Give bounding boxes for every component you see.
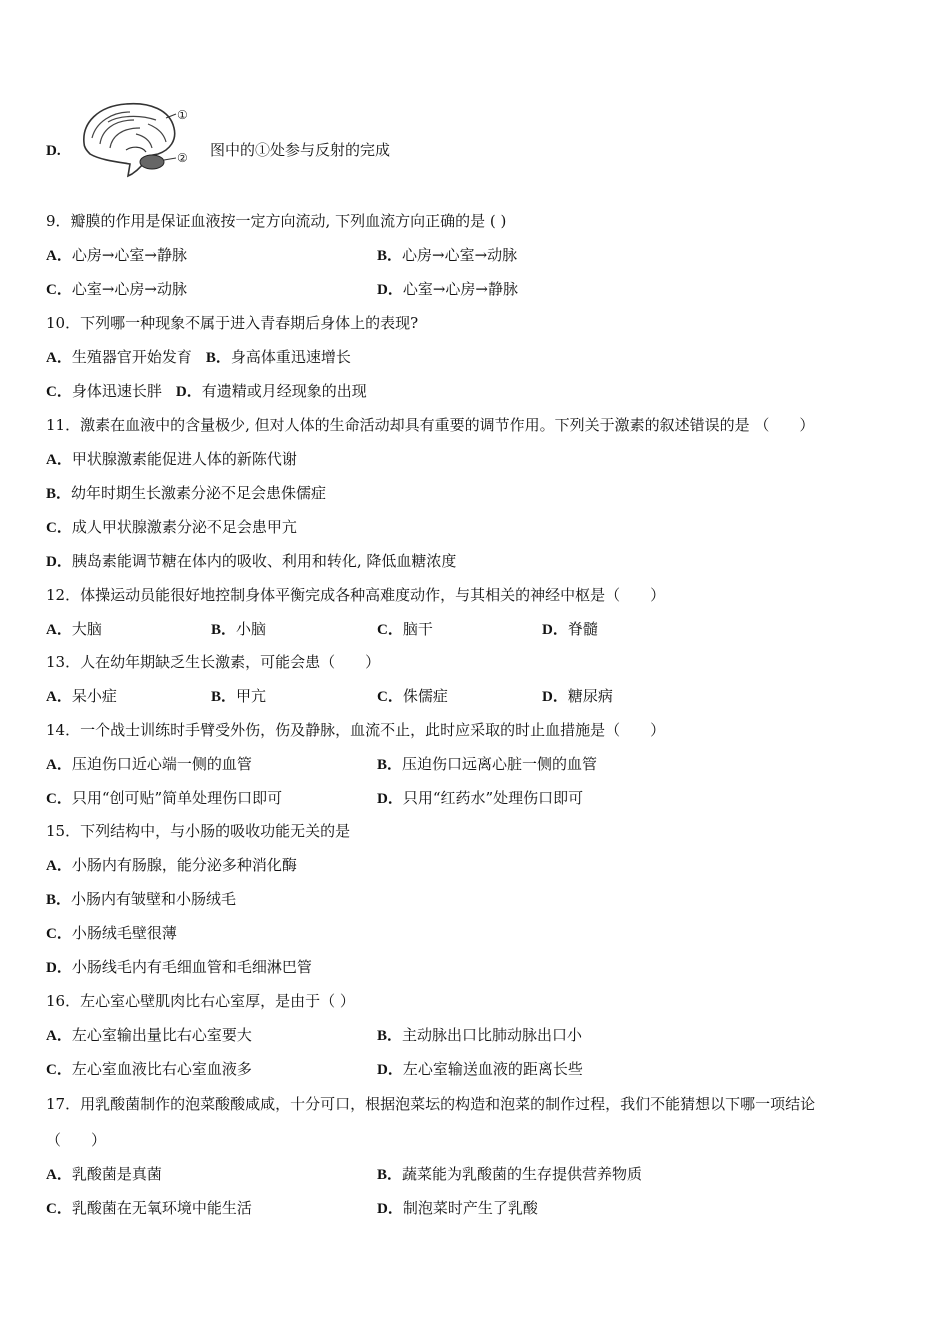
- option-a: A．小肠内有肠腺，能分泌多种消化酶: [46, 856, 297, 874]
- options-row: A．生殖器官开始发育 B．身高体重迅速增长: [46, 348, 351, 366]
- option-b: B．小脑: [211, 620, 267, 638]
- option-c: C．成人甲状腺激素分泌不足会患甲亢: [46, 518, 297, 536]
- option-b: B．甲亢: [211, 687, 267, 705]
- item-d-letter: D.: [46, 143, 61, 159]
- option-a: A．呆小症: [46, 687, 117, 705]
- option-a: A．压迫伤口近心端一侧的血管: [46, 755, 252, 773]
- option-c: C．左心室血液比右心室血液多: [46, 1060, 252, 1078]
- option-c: C．只用“创可贴”简单处理伤口即可: [46, 789, 283, 807]
- item-d-text: 图中的①处参与反射的完成: [210, 141, 391, 159]
- option-c: C．侏儒症: [377, 687, 448, 705]
- option-d: D．左心室输送血液的距离长些: [377, 1060, 583, 1078]
- option-a: A．乳酸菌是真菌: [46, 1165, 162, 1183]
- option-b: B．压迫伤口远离心脏一侧的血管: [377, 755, 598, 773]
- brain-figure: [78, 98, 193, 178]
- question-stem: 10．下列哪一种现象不属于进入青春期后身体上的表现?: [46, 314, 419, 332]
- option-c: C．小肠绒毛壁很薄: [46, 924, 177, 942]
- option-b: B．主动脉出口比肺动脉出口小: [377, 1026, 583, 1044]
- figure-mark-2: ②: [177, 151, 188, 165]
- question-stem: 12．体操运动员能很好地控制身体平衡完成各种高难度动作，与其相关的神经中枢是（ ）: [46, 586, 666, 604]
- question-stem: 9．瓣膜的作用是保证血液按一定方向流动, 下列血流方向正确的是 ( ): [46, 212, 507, 230]
- option-b: B．心房→心室→动脉: [377, 246, 518, 264]
- option-d: D．制泡菜时产生了乳酸: [377, 1199, 538, 1217]
- option-c: C．脑干: [377, 620, 433, 638]
- option-c: C．乳酸菌在无氧环境中能生活: [46, 1199, 252, 1217]
- option-b: B．幼年时期生长激素分泌不足会患侏儒症: [46, 484, 327, 502]
- option-a: A．心房→心室→静脉: [46, 246, 187, 264]
- figure-mark-1: ①: [177, 108, 188, 122]
- option-b: B．蔬菜能为乳酸菌的生存提供营养物质: [377, 1165, 643, 1183]
- option-b: B．小肠内有皱壁和小肠绒毛: [46, 890, 237, 908]
- question-stem: 13．人在幼年期缺乏生长激素，可能会患（ ）: [46, 653, 381, 671]
- option-d: D．脊髓: [542, 620, 598, 638]
- option-d: D．胰岛素能调节糖在体内的吸收、利用和转化, 降低血糖浓度: [46, 552, 457, 570]
- question-stem: 15．下列结构中，与小肠的吸收功能无关的是: [46, 822, 351, 840]
- question-stem-cont: （ ）: [46, 1131, 107, 1149]
- options-row: C．身体迅速长胖 D．有遗精或月经现象的出现: [46, 382, 367, 400]
- option-a: A．左心室输出量比右心室要大: [46, 1026, 252, 1044]
- question-stem: 17．用乳酸菌制作的泡菜酸酸咸咸，十分可口，根据泡菜坛的构造和泡菜的制作过程，我们不能猜想以下哪一项结论: [46, 1095, 816, 1113]
- option-d: D．心室→心房→静脉: [377, 280, 518, 298]
- question-stem: 11．激素在血液中的含量极少, 但对人体的生命活动却具有重要的调节作用。下列关于激素的叙述错误的是 （ ）: [46, 416, 815, 434]
- option-d: D．小肠线毛内有毛细血管和毛细淋巴管: [46, 958, 312, 976]
- item-d-row: [46, 139, 61, 162]
- question-stem: 14．一个战士训练时手臂受外伤，伤及静脉，血流不止，此时应采取的时止血措施是（ ）: [46, 721, 666, 739]
- question-stem: 16．左心室心壁肌肉比右心室厚，是由于（ ）: [46, 992, 355, 1010]
- option-c: C．心室→心房→动脉: [46, 280, 187, 298]
- option-a: A．甲状腺激素能促进人体的新陈代谢: [46, 450, 297, 468]
- option-d: D．糖尿病: [542, 687, 613, 705]
- option-d: D．只用“红药水”处理伤口即可: [377, 789, 584, 807]
- option-a: A．大脑: [46, 620, 102, 638]
